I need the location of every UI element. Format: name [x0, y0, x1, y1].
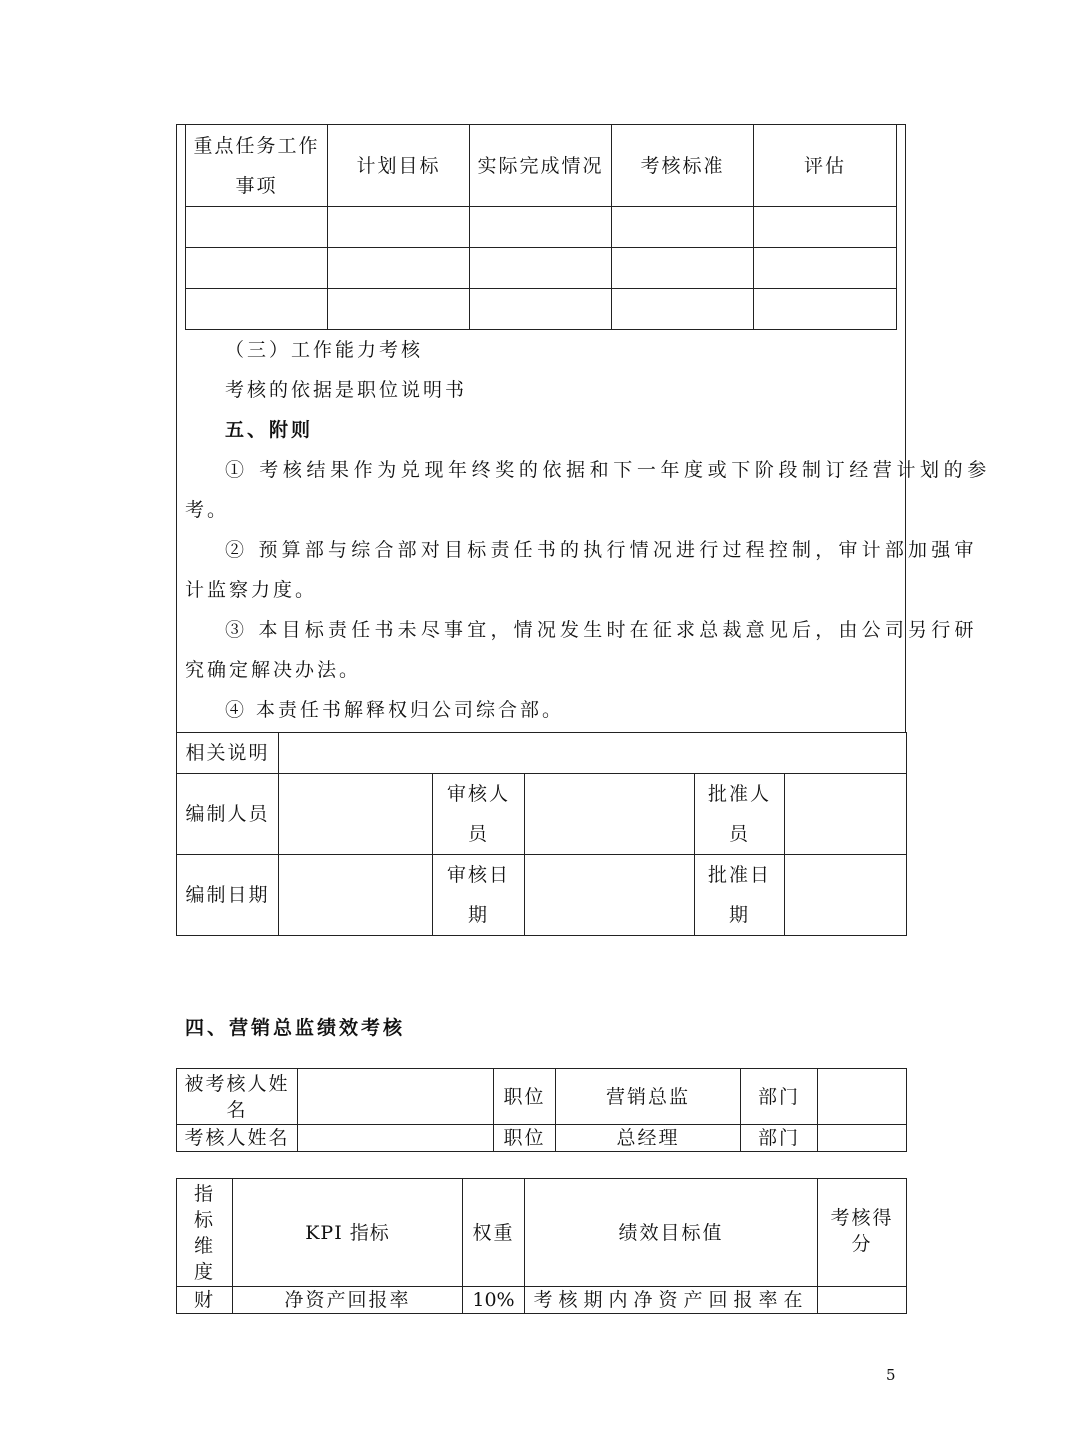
review-date-value	[525, 855, 695, 936]
sign-table	[176, 732, 907, 936]
editor-label: 编制人员	[177, 774, 279, 855]
examinee-dept-value	[818, 1069, 907, 1125]
appendix-item-3-line-1: ③ 本目标责任书未尽事宜，情况发生时在征求总裁意见后，由公司另行研	[225, 619, 978, 641]
approver-value	[785, 774, 907, 855]
page-number: 5	[886, 1366, 896, 1384]
examinee-name-value	[298, 1069, 494, 1125]
approve-date-label: 批准日 期	[695, 855, 785, 936]
row1-kpi: 净资产回报率	[233, 1287, 463, 1314]
review-date-label: 审核日 期	[433, 855, 525, 936]
section-4-heading: 四、营销总监绩效考核	[185, 1017, 406, 1039]
table-row	[186, 289, 897, 330]
task-table	[185, 124, 897, 330]
examiner-name-label: 考核人姓名	[177, 1125, 298, 1152]
table-row	[186, 248, 897, 289]
ability-basis: 考核的依据是职位说明书	[225, 379, 468, 401]
editor-value	[279, 774, 433, 855]
reviewer-label: 审核人 员	[433, 774, 525, 855]
row1-score	[818, 1287, 907, 1314]
score-header: 考核得 分	[818, 1179, 907, 1287]
weight-header: 权重	[463, 1179, 525, 1287]
dimension-header: 指 标 维 度	[177, 1179, 233, 1287]
edit-date-label: 编制日期	[177, 855, 279, 936]
table-row	[186, 207, 897, 248]
header-task-item: 重点任务工作 事项	[186, 125, 328, 207]
appendix-item-1-line-2: 考。	[185, 499, 230, 521]
examiner-dept-label: 部门	[741, 1125, 818, 1152]
related-label: 相关说明	[177, 733, 279, 774]
examinee-name-label: 被考核人姓 名	[177, 1069, 298, 1125]
appendix-item-2-line-2: 计监察力度。	[185, 579, 318, 601]
appendix-item-1-line-1: ① 考核结果作为兑现年终奖的依据和下一年度或下阶段制订经营计划的参	[225, 459, 991, 481]
appendix-item-2-line-1: ② 预算部与综合部对目标责任书的执行情况进行过程控制，审计部加强审	[225, 539, 978, 561]
appendix-item-4: ④ 本责任书解释权归公司综合部。	[225, 699, 565, 721]
appendix-item-3-line-2: 究确定解决办法。	[185, 659, 362, 681]
examiner-dept-value	[818, 1125, 907, 1152]
header-plan-target: 计划目标	[328, 125, 470, 207]
kpi-header: KPI 指标	[233, 1179, 463, 1287]
reviewer-value	[525, 774, 695, 855]
kpi-table	[176, 1178, 907, 1314]
related-value	[279, 733, 907, 774]
approve-date-value	[785, 855, 907, 936]
examiner-position-label: 职位	[494, 1125, 556, 1152]
header-assessment-standard: 考核标准	[612, 125, 754, 207]
header-evaluation: 评估	[754, 125, 897, 207]
row1-weight: 10%	[463, 1287, 525, 1314]
appendix-heading: 五、附则	[225, 419, 314, 441]
row1-target: 考核期内净资产回报率在	[525, 1287, 818, 1314]
examinee-position-label: 职位	[494, 1069, 556, 1125]
target-header: 绩效目标值	[525, 1179, 818, 1287]
examiner-position-value: 总经理	[556, 1125, 741, 1152]
approver-label: 批准人 员	[695, 774, 785, 855]
examinee-dept-label: 部门	[741, 1069, 818, 1125]
table-row	[177, 1287, 907, 1314]
person-table	[176, 1068, 907, 1152]
edit-date-value	[279, 855, 433, 936]
header-actual-completion: 实际完成情况	[470, 125, 612, 207]
examiner-name-value	[298, 1125, 494, 1152]
examinee-position-value: 营销总监	[556, 1069, 741, 1125]
ability-heading: （三）工作能力考核	[225, 339, 424, 361]
row1-dimension: 财	[177, 1287, 233, 1314]
